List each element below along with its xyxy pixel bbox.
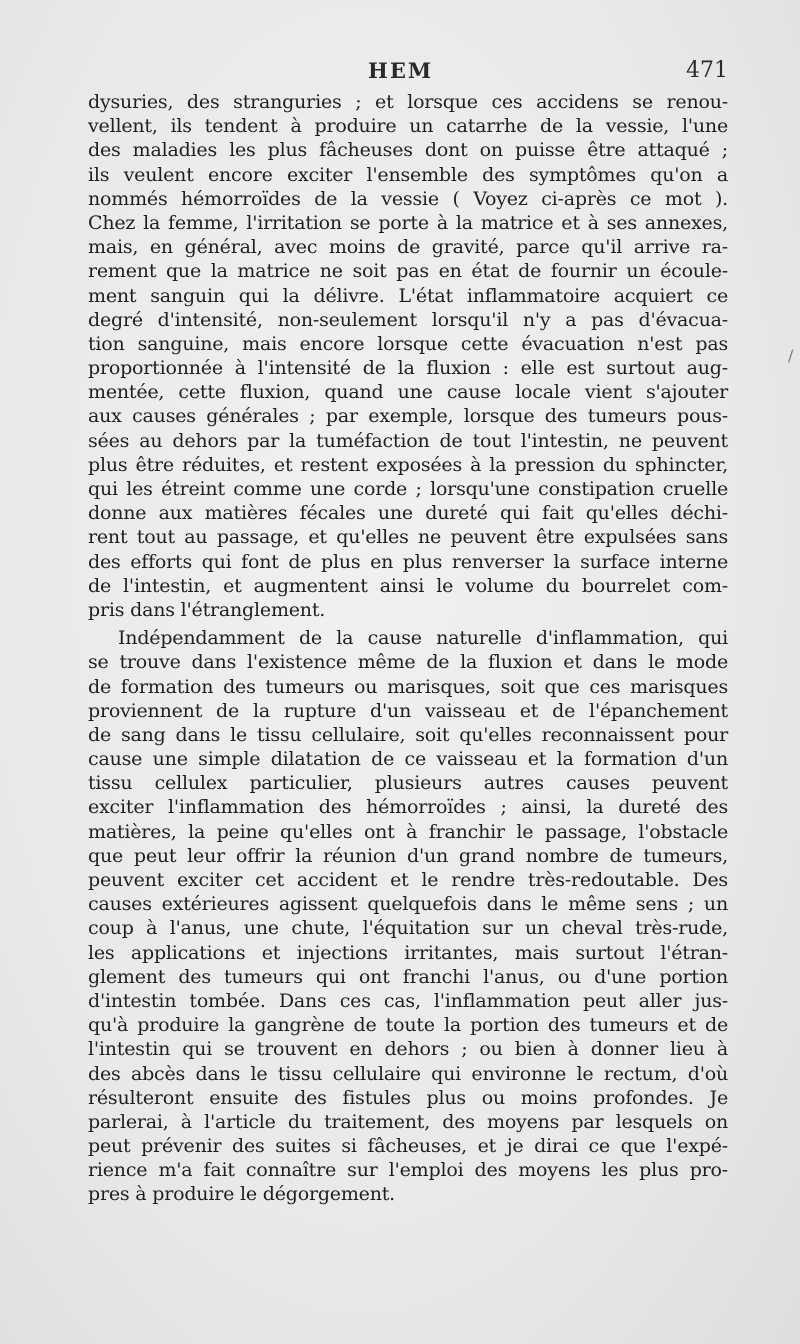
text-line: pris dans l'étranglement. (88, 598, 326, 621)
text-line: vellent, ils tendent à produire un catarrhe de la vessie, l'une (88, 115, 728, 138)
text-line: rent tout au passage, et qu'elles ne peuvent être expulsées sans (88, 526, 728, 549)
text-line: mais, en général, avec moins de gravité, parce qu'il arrive ra- (88, 236, 728, 259)
text-line: plus être réduites, et restent exposées à la pression du sphincter, (88, 453, 728, 476)
text-line: qu'à produire la gangrène de toute la portion des tumeurs et de (88, 1014, 728, 1037)
text-line: nommés hémorroïdes de la vessie ( Voyez ci-après ce mot ). (88, 187, 728, 210)
text-line: se trouve dans l'existence même de la fluxion et dans le mode (88, 651, 728, 674)
text-line: de l'intestin, et augmentent ainsi le volume du bourrelet com- (88, 574, 728, 597)
text-line: de sang dans le tissu cellulaire, soit qu'elles reconnaissent pour (88, 723, 728, 746)
text-line: causes extérieures agissent quelquefois dans le même sens ; un (88, 893, 728, 916)
paragraph-1 (88, 90, 728, 622)
text-line: coup à l'anus, une chute, l'équitation sur un cheval très-rude, (88, 917, 728, 940)
text-line: que peut leur offrir la réunion d'un grand nombre de tumeurs, (88, 844, 728, 867)
text-line: tion sanguine, mais encore lorsque cette évacuation n'est pas (88, 332, 728, 355)
text-line: d'intestin tombée. Dans ces cas, l'inflammation peut aller jus- (88, 989, 728, 1012)
text-line: Chez la femme, l'irritation se porte à la matrice et à ses annexes, (88, 211, 728, 234)
page-header (0, 58, 800, 88)
text-line: l'intestin qui se trouvent en dehors ; ou bien à donner lieu à (88, 1038, 728, 1061)
text-line: dysuries, des stranguries ; et lorsque ces accidens se renou- (88, 91, 728, 113)
text-line: proviennent de la rupture d'un vaisseau et de l'épanchement (88, 699, 728, 722)
text-line: des maladies les plus fâcheuses dont on puisse être attaqué ; (88, 139, 728, 162)
text-line: aux causes générales ; par exemple, lorsque des tumeurs pous- (88, 405, 728, 428)
page-number: 471 (686, 58, 728, 83)
text-line: ils veulent encore exciter l'ensemble des symptômes qu'on a (88, 163, 728, 186)
text-line: les applications et injections irritantes, mais surtout l'étran- (88, 941, 728, 964)
text-line: de formation des tumeurs ou marisques, soit que ces marisques (88, 675, 728, 698)
running-head: HEM (368, 58, 434, 83)
text-line: des abcès dans le tissu cellulaire qui environne le rectum, d'où (88, 1062, 728, 1085)
text-line: mentée, cette fluxion, quand une cause locale vient s'ajouter (88, 381, 728, 404)
text-line: Indépendamment de la cause naturelle d'inflammation, qui (118, 627, 728, 650)
text-line: parlerai, à l'article du traitement, des moyens par lesquels on (88, 1110, 728, 1133)
text-line: donne aux matières fécales une dureté qui fait qu'elles déchi- (88, 502, 728, 525)
text-line: pres à produire le dégorgement. (88, 1183, 396, 1206)
text-line: résulteront ensuite des fistules plus ou moins profondes. Je (88, 1086, 728, 1109)
text-line: degré d'intensité, non-seulement lorsqu'il n'y a pas d'évacua- (88, 308, 728, 331)
text-line: matières, la peine qu'elles ont à franchir le passage, l'obstacle (88, 820, 728, 843)
text-line: peuvent exciter cet accident et le rendre très-redoutable. Des (88, 869, 728, 891)
text-line: proportionnée à l'intensité de la fluxion : elle est surtout aug- (88, 357, 728, 380)
text-line: tissu cellulex particulier, plusieurs autres causes peuvent (88, 772, 728, 795)
margin-mark: / (788, 346, 794, 365)
text-line: ment sanguin qui la délivre. L'état inflammatoire acquiert ce (88, 284, 728, 307)
text-line: sées au dehors par la tuméfaction de tout l'intestin, ne peuvent (88, 429, 728, 452)
paragraph-2 (88, 626, 728, 1207)
text-line: des efforts qui font de plus en plus renverser la surface interne (88, 550, 728, 573)
text-line: rience m'a fait connaître sur l'emploi des moyens les plus pro- (88, 1159, 728, 1182)
text-line: cause une simple dilatation de ce vaisseau et la formation d'un (88, 748, 728, 771)
text-line: exciter l'inflammation des hémorroïdes ; ainsi, la dureté des (88, 796, 728, 819)
body-text (88, 90, 728, 1207)
text-line: rement que la matrice ne soit pas en état de fournir un écoule- (88, 260, 728, 283)
text-line: qui les étreint comme une corde ; lorsqu'une constipation cruelle (88, 478, 728, 500)
text-line: glement des tumeurs qui ont franchi l'anus, ou d'une portion (88, 965, 728, 988)
text-line: peut prévenir des suites si fâcheuses, et je dirai ce que l'expé- (88, 1135, 728, 1158)
